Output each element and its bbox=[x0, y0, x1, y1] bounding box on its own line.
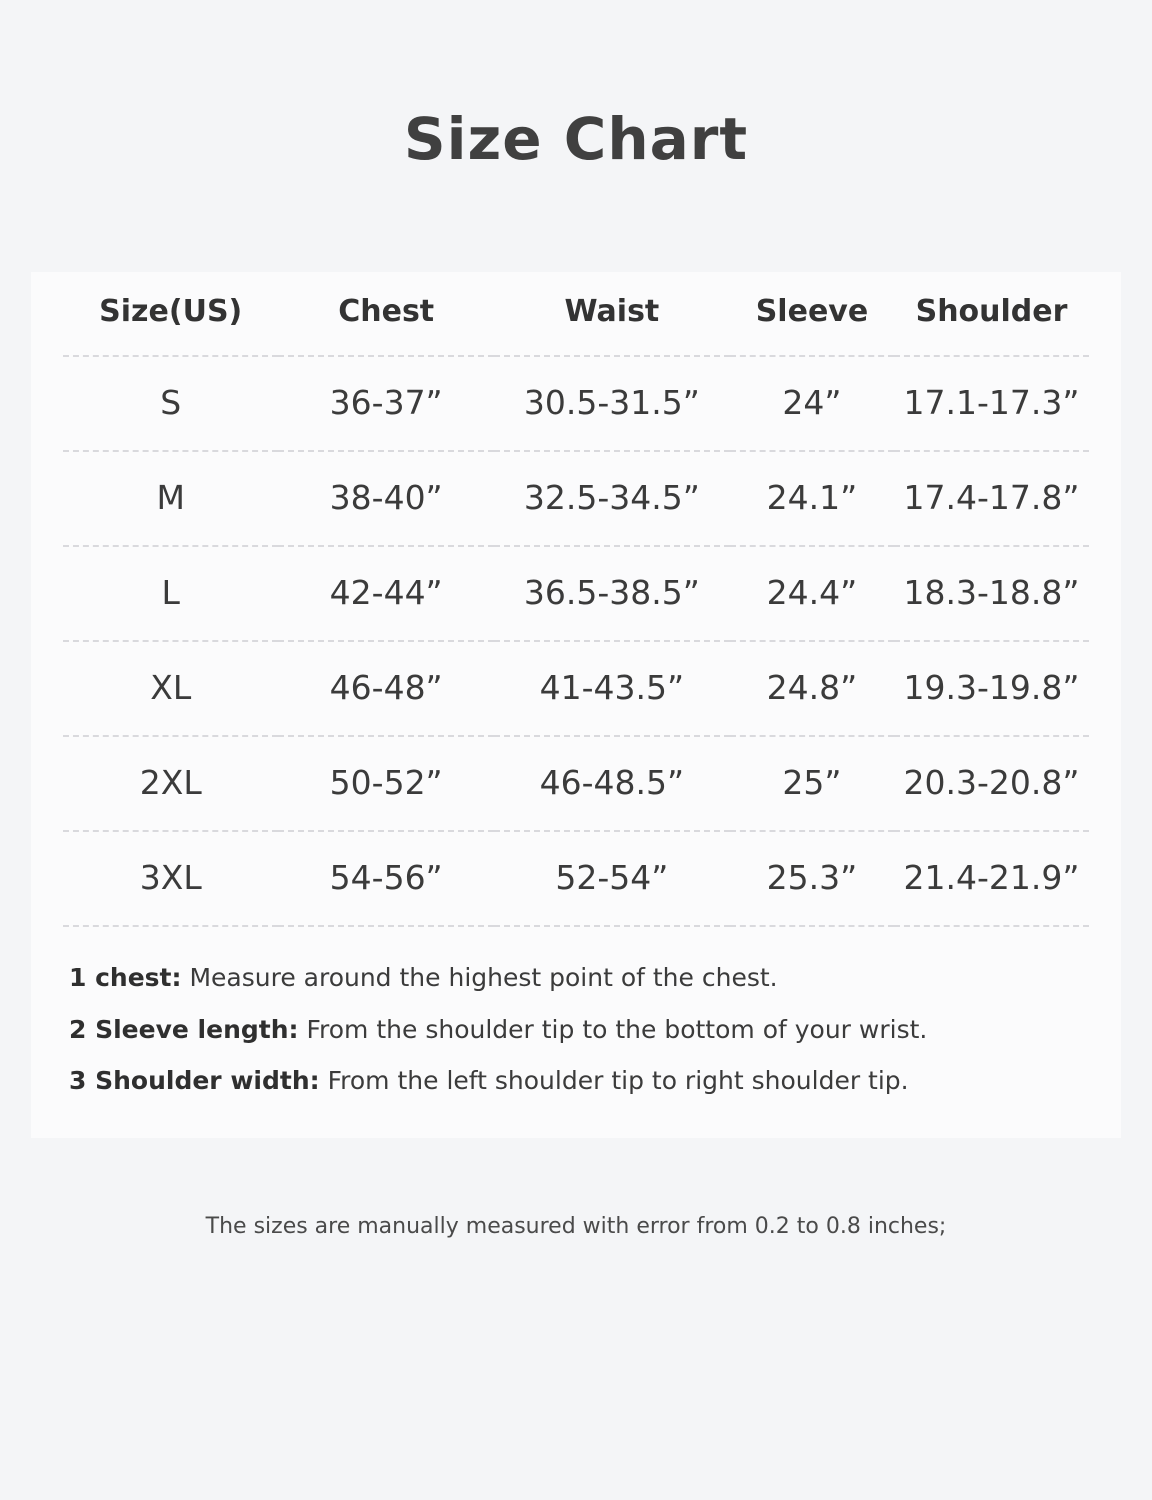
cell-sleeve: 24.8” bbox=[730, 641, 894, 736]
cell-chest: 38-40” bbox=[278, 451, 493, 546]
cell-chest: 42-44” bbox=[278, 546, 493, 641]
table-row bbox=[63, 831, 1089, 926]
cell-chest: 50-52” bbox=[278, 736, 493, 831]
table-row bbox=[63, 356, 1089, 451]
table-row bbox=[63, 546, 1089, 641]
measurement-disclaimer: The sizes are manually measured with error from 0.2 to 0.8 inches; bbox=[205, 1214, 947, 1240]
note-chest bbox=[69, 961, 1083, 995]
note-label: 1 chest: bbox=[69, 962, 182, 992]
cell-waist: 32.5-34.5” bbox=[494, 451, 730, 546]
table-header-row bbox=[63, 272, 1089, 356]
cell-sleeve: 25” bbox=[730, 736, 894, 831]
table-row bbox=[63, 641, 1089, 736]
column-header-waist: Waist bbox=[494, 272, 730, 356]
cell-sleeve: 24.4” bbox=[730, 546, 894, 641]
cell-chest: 36-37” bbox=[278, 356, 493, 451]
cell-size: 3XL bbox=[63, 831, 278, 926]
cell-size: S bbox=[63, 356, 278, 451]
cell-shoulder: 19.3-19.8” bbox=[894, 641, 1089, 736]
size-chart-table bbox=[63, 272, 1089, 927]
cell-waist: 30.5-31.5” bbox=[494, 356, 730, 451]
cell-sleeve: 25.3” bbox=[730, 831, 894, 926]
column-header-size: Size(US) bbox=[63, 272, 278, 356]
cell-waist: 46-48.5” bbox=[494, 736, 730, 831]
cell-shoulder: 17.1-17.3” bbox=[894, 356, 1089, 451]
cell-sleeve: 24.1” bbox=[730, 451, 894, 546]
column-header-chest: Chest bbox=[278, 272, 493, 356]
cell-chest: 46-48” bbox=[278, 641, 493, 736]
cell-shoulder: 20.3-20.8” bbox=[894, 736, 1089, 831]
cell-chest: 54-56” bbox=[278, 831, 493, 926]
note-label: 3 Shoulder width: bbox=[69, 1066, 320, 1096]
cell-shoulder: 18.3-18.8” bbox=[894, 546, 1089, 641]
cell-sleeve: 24” bbox=[730, 356, 894, 451]
note-sleeve-length bbox=[69, 1013, 1083, 1047]
cell-waist: 36.5-38.5” bbox=[494, 546, 730, 641]
cell-waist: 41-43.5” bbox=[494, 641, 730, 736]
size-chart-card bbox=[31, 272, 1121, 1138]
note-text: Measure around the highest point of the chest. bbox=[189, 962, 778, 992]
cell-shoulder: 17.4-17.8” bbox=[894, 451, 1089, 546]
note-text: From the left shoulder tip to right shoulder tip. bbox=[327, 1066, 909, 1096]
measurement-notes bbox=[63, 927, 1089, 1138]
column-header-sleeve: Sleeve bbox=[730, 272, 894, 356]
cell-waist: 52-54” bbox=[494, 831, 730, 926]
cell-shoulder: 21.4-21.9” bbox=[894, 831, 1089, 926]
note-shoulder-width bbox=[69, 1064, 1083, 1098]
cell-size: M bbox=[63, 451, 278, 546]
table-row bbox=[63, 736, 1089, 831]
note-label: 2 Sleeve length: bbox=[69, 1014, 299, 1044]
cell-size: L bbox=[63, 546, 278, 641]
note-text: From the shoulder tip to the bottom of your wrist. bbox=[306, 1014, 928, 1044]
cell-size: 2XL bbox=[63, 736, 278, 831]
column-header-shoulder: Shoulder bbox=[894, 272, 1089, 356]
page-title: Size Chart bbox=[403, 105, 749, 173]
table-row bbox=[63, 451, 1089, 546]
cell-size: XL bbox=[63, 641, 278, 736]
